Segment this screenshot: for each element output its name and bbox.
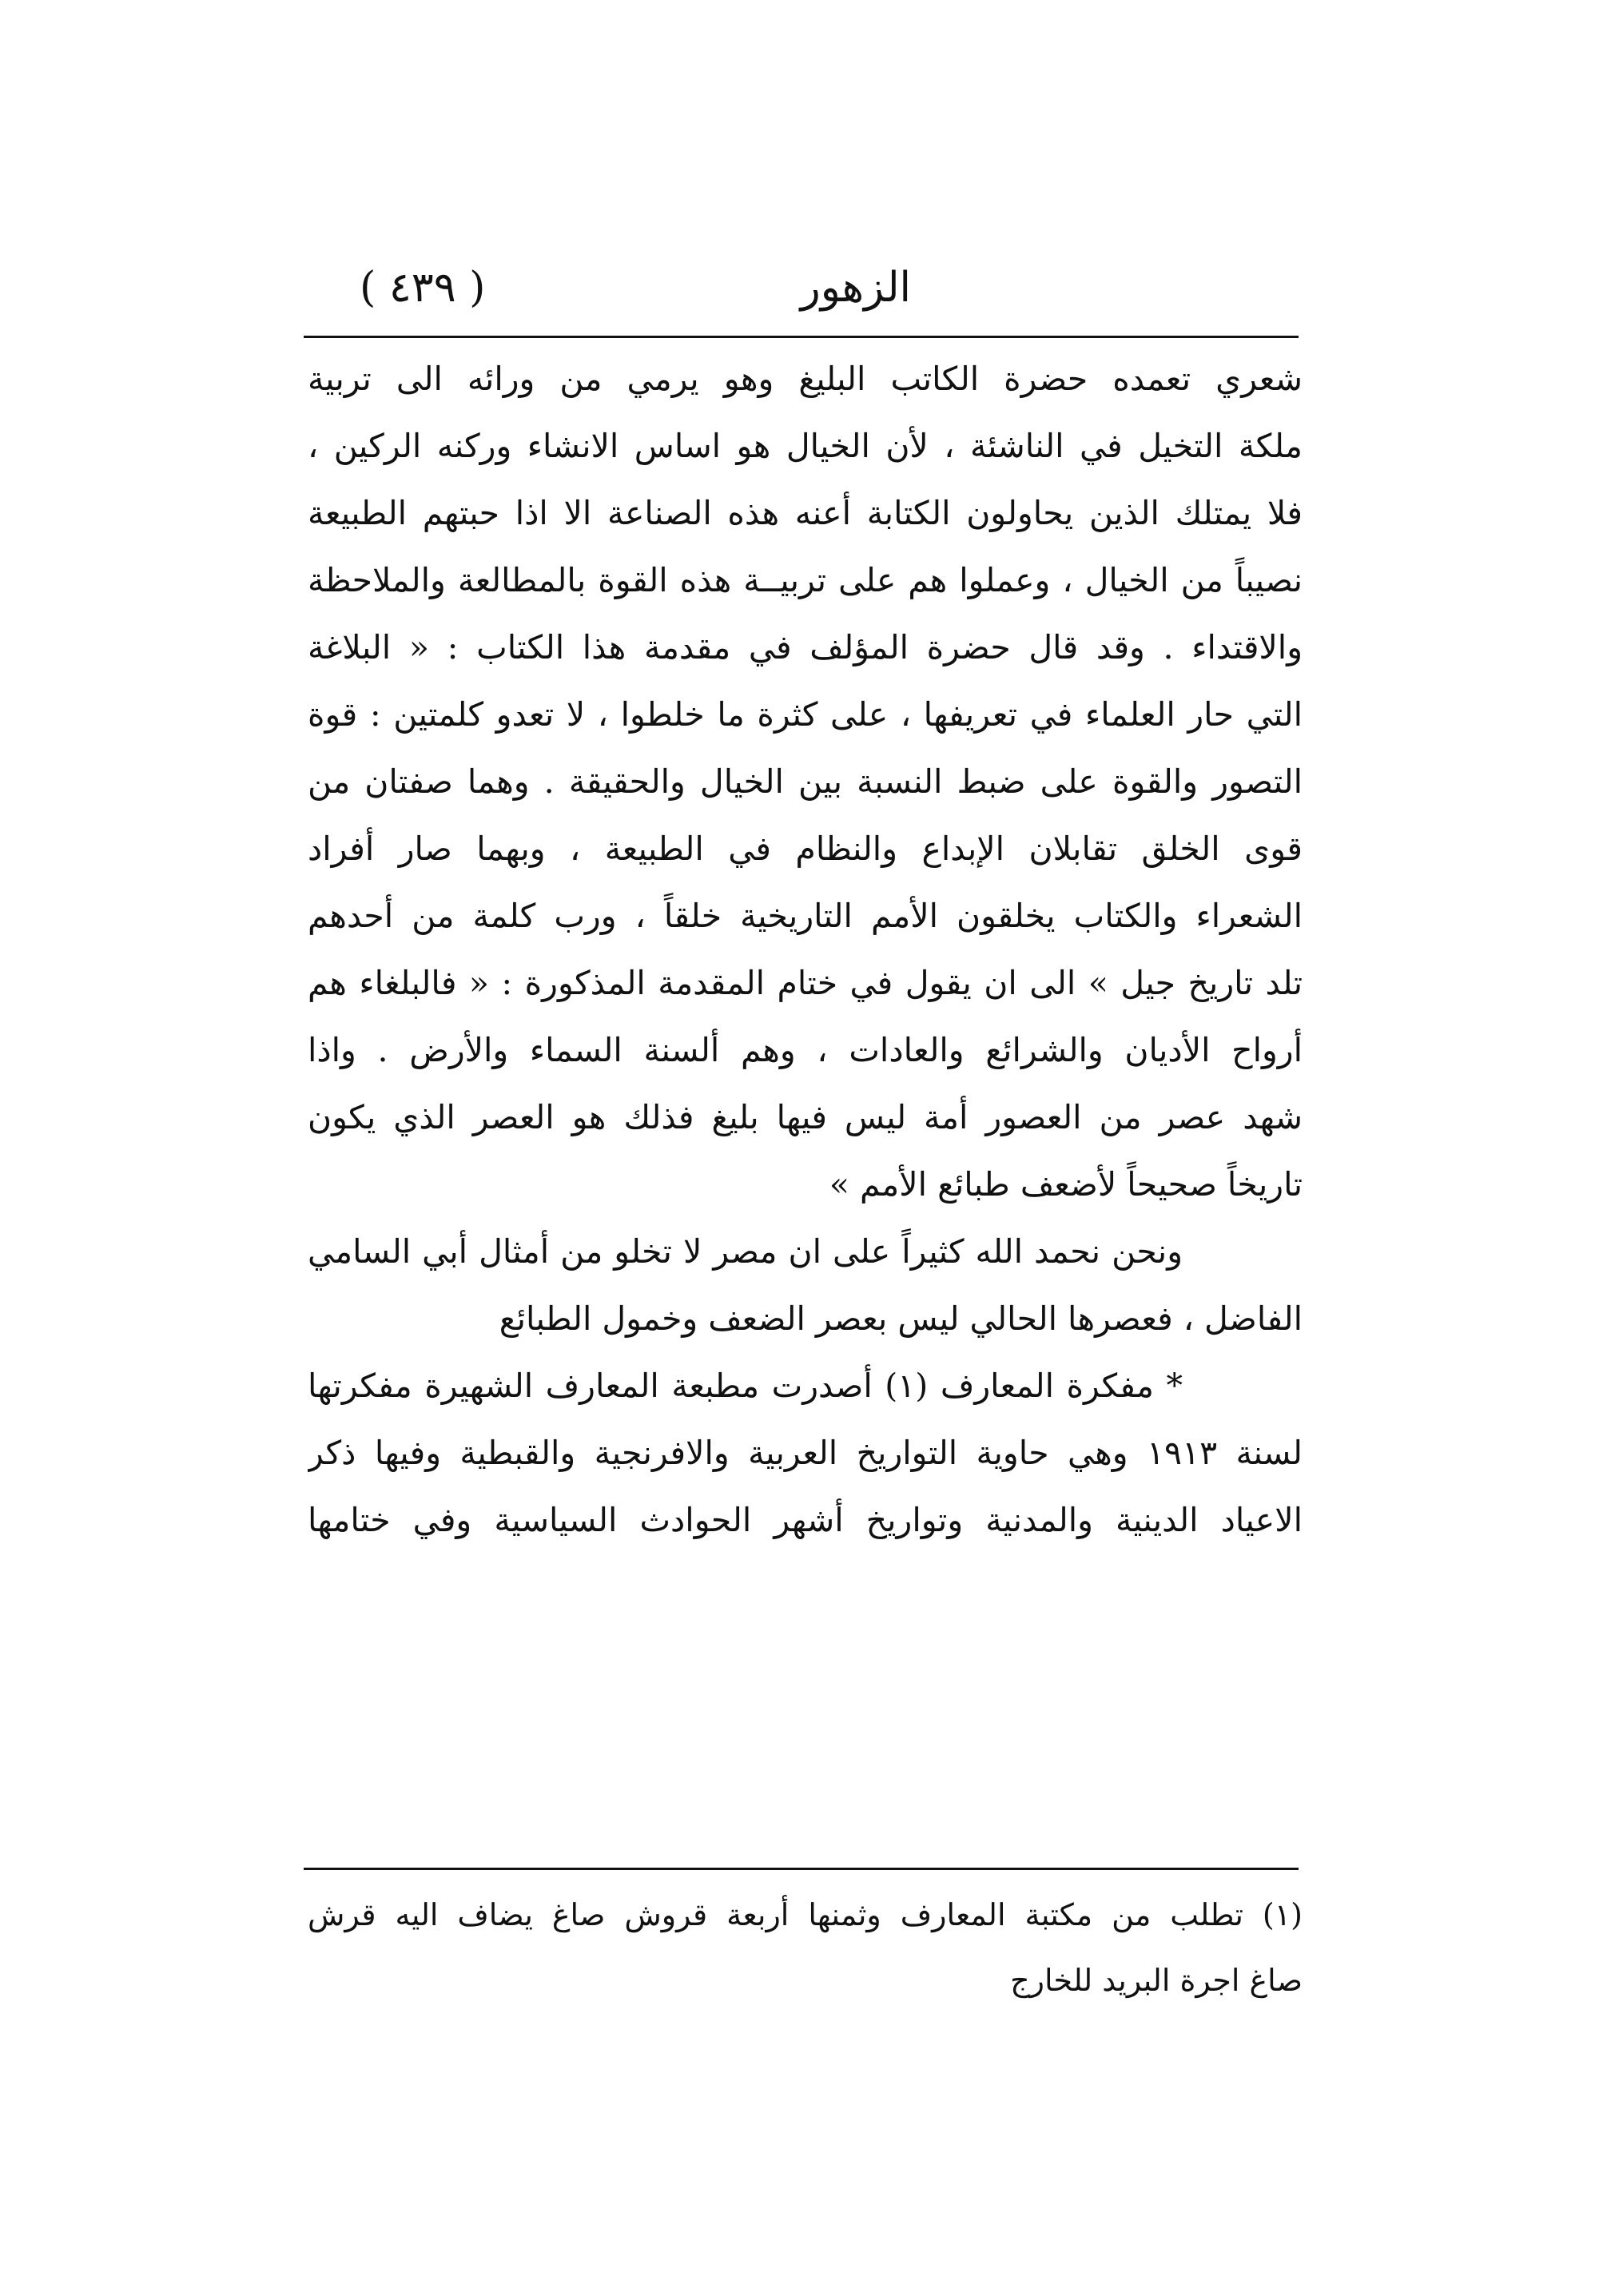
text-line: ملكة التخيل في الناشئة ، لأن الخيال هو اساس الانشاء وركنه الركين ،	[308, 427, 1303, 465]
footnote-1	[308, 1882, 1303, 2013]
paragraph-1	[308, 345, 1303, 1218]
text-line: التي حار العلماء في تعريفها ، على كثرة ما خلطوا ، لا تعدو كلمتين : قوة	[308, 695, 1303, 734]
header-rule	[304, 336, 1299, 338]
footnotes	[308, 1882, 1303, 2013]
text-line: * مفكرة المعارف (١) أصدرت مطبعة المعارف الشهيرة مفكرتها	[308, 1367, 1183, 1405]
text-line: ونحن نحمد الله كثيراً على ان مصر لا تخلو من أمثال أبي السامي	[308, 1232, 1183, 1271]
text-line: التصور والقوة على ضبط النسبة بين الخيال والحقيقة . وهما صفتان من	[308, 762, 1303, 801]
text-line: الشعراء والكتاب يخلقون الأمم التاريخية خلقاً ، ورب كلمة من أحدهم	[308, 897, 1303, 935]
text-line: تلد تاريخ جيل » الى ان يقول في ختام المقدمة المذكورة : « فالبلغاء هم	[308, 964, 1303, 1002]
page-number: ( ٤٣٩ )	[360, 264, 486, 312]
text-line: نصيباً من الخيال ، وعملوا هم على تربيــة هذه القوة بالمطالعة والملاحظة	[308, 561, 1303, 599]
text-line: شعري تعمده حضرة الكاتب البليغ وهو يرمي من ورائه الى تربية	[308, 360, 1303, 398]
text-line: شهد عصر من العصور أمة ليس فيها بليغ فذلك هو العصر الذي يكون	[308, 1098, 1303, 1136]
footnote-rule	[304, 1868, 1299, 1870]
text-line: الاعياد الدينية والمدنية وتواريخ أشهر الحوادث السياسية وفي ختامها	[308, 1501, 1303, 1539]
running-header	[312, 256, 1295, 328]
text-line: والاقتداء . وقد قال حضرة المؤلف في مقدمة هذا الكتاب : « البلاغة	[308, 628, 1303, 667]
footnote-line: (١) تطلب من مكتبة المعارف وثمنها أربعة قروش صاغ يضاف اليه قرش	[308, 1897, 1303, 1932]
body-text	[308, 345, 1303, 1554]
paragraph-3	[308, 1352, 1303, 1554]
running-title: الزهور	[800, 264, 911, 312]
text-line: لسنة ١٩١٣ وهي حاوية التواريخ العربية والافرنجية والقبطية وفيها ذكر	[308, 1434, 1303, 1472]
footnote-line: صاغ اجرة البريد للخارج	[1010, 1963, 1303, 1998]
text-line: تاريخاً صحيحاً لأضعف طبائع الأمم »	[829, 1165, 1303, 1204]
text-line: قوى الخلق تقابلان الإبداع والنظام في الطبيعة ، وبهما صار أفراد	[308, 830, 1303, 868]
text-line: أرواح الأديان والشرائع والعادات ، وهم ألسنة السماء والأرض . واذا	[308, 1031, 1303, 1069]
paragraph-2	[308, 1218, 1303, 1352]
text-line: فلا يمتلك الذين يحاولون الكتابة أعنه هذه الصناعة الا اذا حبتهم الطبيعة	[308, 494, 1303, 532]
text-line: الفاضل ، فعصرها الحالي ليس بعصر الضعف وخمول الطبائع	[499, 1299, 1303, 1338]
